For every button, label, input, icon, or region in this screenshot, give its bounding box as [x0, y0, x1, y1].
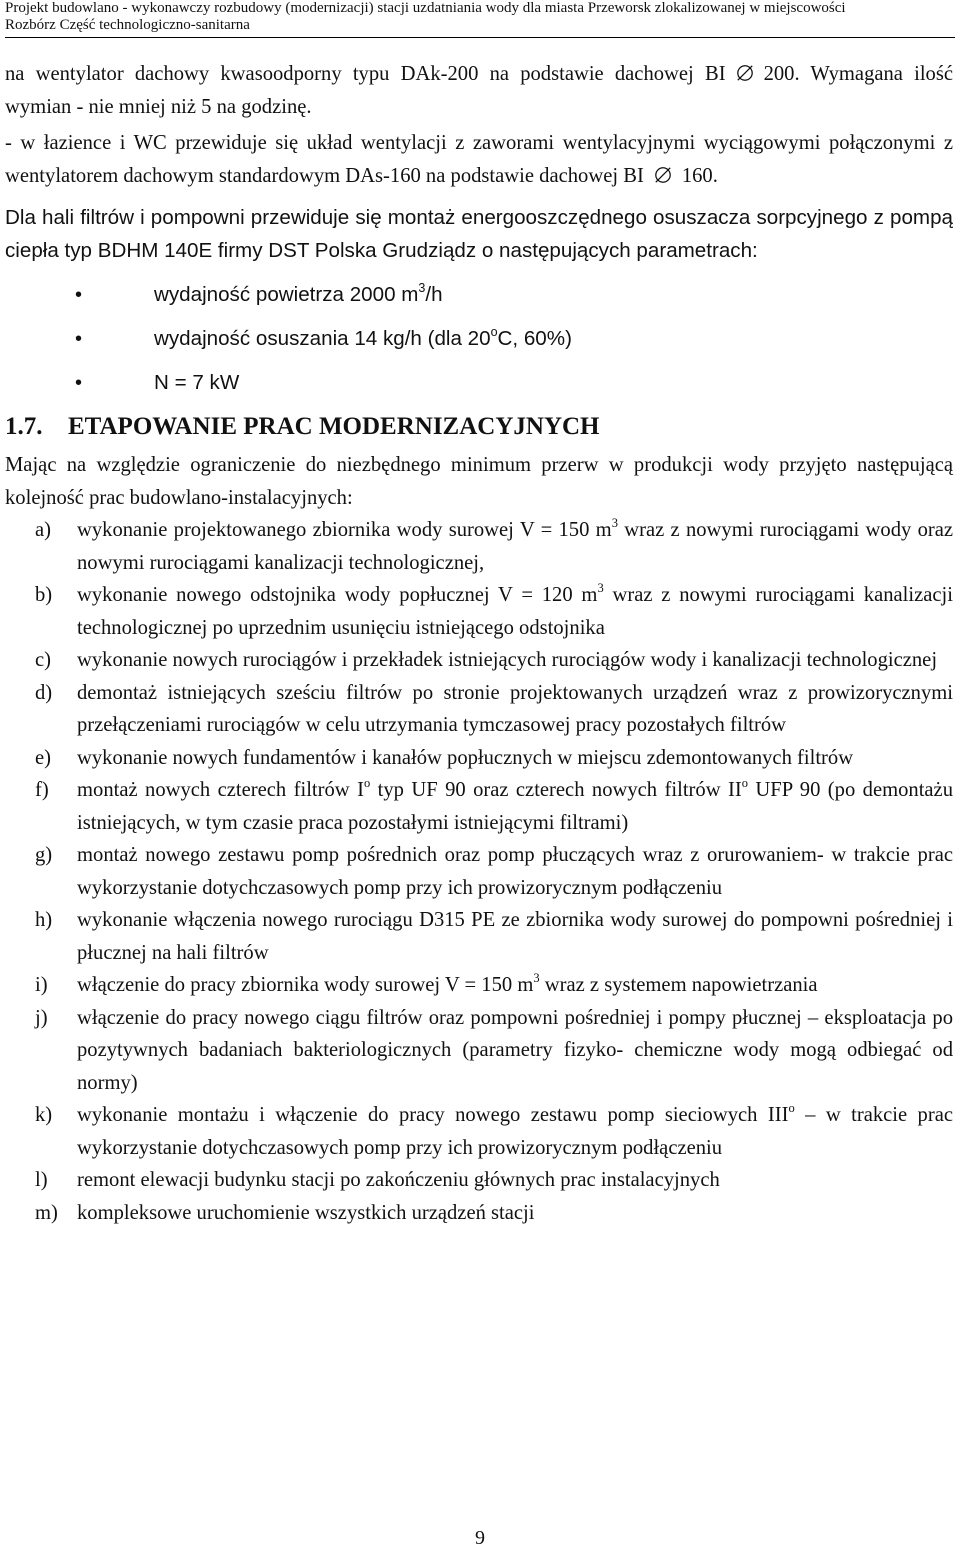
list-item: j) włączenie do pracy nowego ciągu filtrów oraz pompowni pośredniej i pompy płucznej – eksploatacja po pozytywnych badaniach bakteriologicznych (parametry fizyko- chemiczne wody mogą odbiegać od normy)	[35, 1006, 953, 1094]
section-number: 1.7.	[5, 413, 43, 440]
list-item: • wydajność osuszania 14 kg/h (dla 20$^o$C, 60%)	[5, 317, 953, 361]
list-item: b) wykonanie nowego odstojnika wody popłucznej V = 120 $m^3$ wraz z nowymi rurociągami kanalizacji technologicznej po uprzednim usunięciu istniejącego odstojnika	[35, 581, 953, 639]
list-item: k) wykonanie montażu i włączenie do pracy nowego zestawu pomp sieciowych III$^o$ – w trakcie prac wykorzystanie dotychczasowych pomp przy ich prowizorycznym podłączeniu	[35, 1101, 953, 1159]
list-item: d) demontaż istniejących sześciu filtrów po stronie projektowanych urządzeń wraz z prowizorycznymi przełączeniami rurociągów w celu utrzymania tymczasowej pracy pozostałych filtrów	[35, 681, 953, 736]
section-title: ETAPOWANIE PRAC MODERNIZACYJNYCH	[68, 413, 600, 440]
work-stages-list	[5, 514, 953, 1229]
diameter-icon	[736, 64, 754, 82]
section-heading	[5, 409, 953, 445]
list-item: l) remont elewacji budynku stacji po zakończeniu głównych prac instalacyjnych	[35, 1169, 720, 1191]
header-line-2: Rozbórz Część technologiczno-sanitarna	[5, 17, 250, 33]
header-line-1: Projekt budowlano - wykonawczy rozbudowy (modernizacji) stacji uzdatniania wody dla miasta Przeworsk zlokalizowanej w miejscowości	[5, 0, 846, 16]
list-item: f) montaż nowych czterech filtrów $I^o$ typ UF 90 oraz czterech nowych filtrów $II^o$ UFP 90 (po demontażu istniejących, w tym czasie praca pozostałymi istniejącymi filtrami)	[35, 776, 953, 834]
list-item: i) włączenie do pracy zbiornika wody surowej V = 150 $m^3$ wraz z systemem napowietrzania	[35, 971, 818, 996]
list-item: a) wykonanie projektowanego zbiornika wody surowej V = 150 $m^3$ wraz z nowymi rurociągami wody oraz nowymi rurociągami kanalizacji technologicznej,	[35, 516, 954, 574]
list-item: • N = 7 kW	[5, 361, 953, 405]
paragraph-bathroom-ventilation: - w łazience i WC przewiduje się układ wentylacji z zaworami wentylacyjnymi wyciągowymi połączonymi z wentylatorem dachowym standardowym DAs-160 na podstawie dachowej BI 160.	[5, 132, 953, 187]
page-content	[5, 58, 953, 1229]
list-item: g) montaż nowego zestawu pomp pośrednich oraz pomp płuczących wraz z orurowaniem- w trakcie prac wykorzystanie dotychczasowych pomp przy ich prowizorycznym podłączeniu	[35, 844, 953, 899]
list-item: c) wykonanie nowych rurociągów i przekładek istniejących rurociągów wody i kanalizacji technologicznej	[35, 649, 938, 671]
paragraph-dehumidifier: Dla hali filtrów i pompowni przewiduje się montaż energooszczędnego osuszacza sorpcyjnego z pompą ciepła typ BDHM 140E firmy DST Polska Grudziądz o następujących parametrach:	[5, 206, 953, 262]
list-item: • wydajność powietrza 2000 $m^3/h$	[5, 273, 953, 317]
diameter-icon	[654, 166, 672, 184]
parameter-list	[5, 273, 953, 405]
intro-paragraph: Mając na względzie ograniczenie do niezbędnego minimum przerw w produkcji wody przyjęto następującą kolejność prac budowlano-instalacyjnych:	[5, 454, 953, 509]
paragraph-fan-dak: na wentylator dachowy kwasoodporny typu DAk-200 na podstawie dachowej BI 200. Wymagana ilość wymian - nie mniej niż 5 na godzinę.	[5, 63, 954, 118]
list-item: m) kompleksowe uruchomienie wszystkich urządzeń stacji	[35, 1201, 535, 1224]
page-number: 9	[475, 1527, 485, 1549]
list-item: h) wykonanie włączenia nowego rurociągu D315 PE ze zbiornika wody surowej do pompowni pośredniej i płucznej na hali filtrów	[35, 909, 953, 964]
running-header	[5, 0, 955, 38]
list-item: e) wykonanie nowych fundamentów i kanałów popłucznych w miejscu zdemontowanych filtrów	[35, 746, 854, 769]
